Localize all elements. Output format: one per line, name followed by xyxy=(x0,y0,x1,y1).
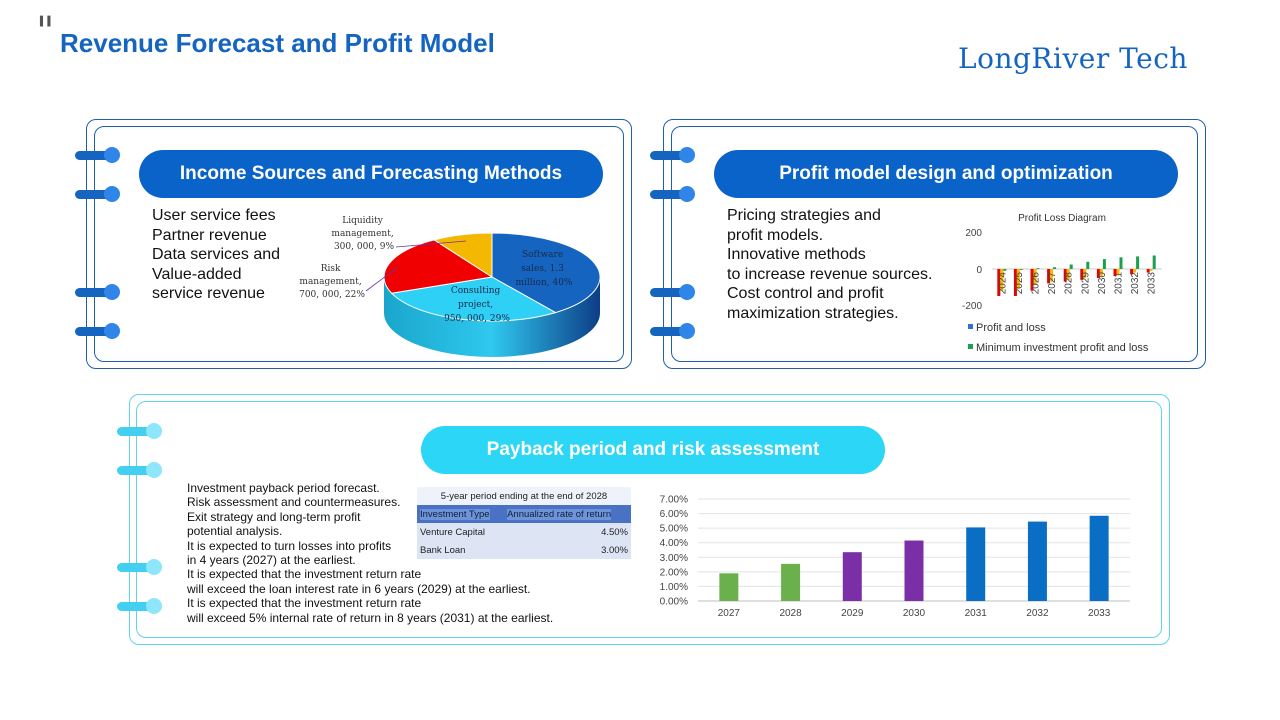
rate-value: 3.00% xyxy=(504,541,631,559)
rate-type: Venture Capital xyxy=(417,523,504,541)
profit-item: Cost control and profit xyxy=(727,285,884,302)
pie-label-software: Software sales, 1.3 million, 40% xyxy=(515,250,573,288)
binder-hole xyxy=(104,284,120,300)
x-tick-label: 2033 xyxy=(1146,272,1158,295)
payback-item: Risk assessment and countermeasures. xyxy=(187,495,401,510)
y-tick-label: 2.00% xyxy=(659,567,688,579)
rate-table-header: Annualized rate of return xyxy=(504,505,631,523)
x-tick-label: 2030 xyxy=(902,608,926,619)
bar xyxy=(1086,262,1089,269)
rate-table-caption: 5-year period ending at the end of 2028 xyxy=(417,487,631,505)
profit-item: profit models. xyxy=(727,226,824,244)
binder-hole xyxy=(146,462,162,478)
x-tick-label: 2025 xyxy=(1013,272,1025,295)
x-tick-labels xyxy=(718,608,1111,619)
return-rate-chart xyxy=(650,488,1140,623)
rate-table xyxy=(417,487,631,559)
binder-hole xyxy=(146,559,162,575)
bar xyxy=(1120,257,1123,269)
payback-item: will exceed 5% internal rate of return in 8 years (2031) at the earliest. xyxy=(187,610,554,625)
bar xyxy=(966,527,985,601)
payback-item: in 4 years (2027) at the earliest. xyxy=(187,553,356,568)
payback-item: It is expected that the investment return rate xyxy=(187,596,422,611)
x-tick-label: 2027 xyxy=(717,608,740,619)
y-tick-label: 6.00% xyxy=(659,509,688,521)
quote-icon: " xyxy=(36,9,55,55)
income-pie-chart xyxy=(290,205,610,365)
income-item: Partner revenue xyxy=(152,226,267,244)
bar xyxy=(1070,265,1073,270)
rate-value: 4.50% xyxy=(504,523,631,541)
y-tick-label: 4.00% xyxy=(659,538,688,550)
legend-label: Profit and loss xyxy=(976,322,1046,334)
y-tick-label: 200 xyxy=(965,228,982,239)
profit-item: Innovative methods xyxy=(727,246,866,263)
bar xyxy=(1103,259,1106,269)
bar xyxy=(1053,267,1056,269)
x-tick-label: 2029 xyxy=(841,608,864,619)
payback-heading: Payback period and risk assessment xyxy=(421,426,885,474)
rate-table-header: Investment Type xyxy=(417,505,504,523)
bar xyxy=(1003,269,1006,271)
company-name: LongRiver Tech xyxy=(958,42,1188,75)
legend-label: Minimum investment profit and loss xyxy=(976,342,1149,354)
income-list xyxy=(152,206,280,304)
bar xyxy=(1028,522,1047,601)
profit-loss-chart xyxy=(950,208,1180,358)
binder-hole xyxy=(146,598,162,614)
x-tick-label: 2024 xyxy=(997,272,1009,295)
page-title: Revenue Forecast and Profit Model xyxy=(60,28,495,58)
profit-item: Pricing strategies and xyxy=(727,207,881,224)
y-tick-label: 1.00% xyxy=(659,581,688,593)
y-tick-label: 3.00% xyxy=(659,552,688,564)
y-tick-label: -200 xyxy=(961,301,982,312)
payback-item: potential analysis. xyxy=(187,524,283,539)
bar xyxy=(1090,516,1109,601)
table-row xyxy=(417,523,631,541)
x-tick-label: 2031 xyxy=(1113,272,1125,295)
y-tick-label: 0 xyxy=(976,265,982,276)
bar xyxy=(1136,256,1139,269)
binder-hole xyxy=(679,147,695,163)
binder-hole xyxy=(104,323,120,339)
binder-hole xyxy=(679,186,695,202)
income-item: User service fees xyxy=(152,207,276,224)
pie-label-liquidity: Liquidity management, 300, 000, 9% xyxy=(331,216,395,252)
binder-hole xyxy=(146,423,162,439)
y-tick-labels xyxy=(660,495,688,608)
profit-list xyxy=(727,206,932,323)
payback-item: It is expected that the investment return rate xyxy=(187,567,422,582)
profit-item: to increase revenue sources. xyxy=(727,265,933,283)
x-tick-label: 2028 xyxy=(779,608,802,619)
x-tick-label: 2031 xyxy=(964,608,987,619)
bar xyxy=(1150,269,1153,271)
bar xyxy=(781,564,800,601)
profit-heading: Profit model design and optimization xyxy=(714,150,1178,198)
pie-label-consulting: Consulting project, 950, 000, 29% xyxy=(444,286,510,324)
x-tick-label: 2027 xyxy=(1047,272,1059,295)
y-tick-label: 0.00% xyxy=(659,596,688,608)
profit-item: maximization strategies. xyxy=(727,304,899,322)
payback-item: Exit strategy and long-term profit xyxy=(187,509,361,524)
x-tick-labels xyxy=(997,272,1157,295)
payback-item: Investment payback period forecast. xyxy=(187,481,380,495)
y-tick-label: 7.00% xyxy=(659,494,688,506)
table-row xyxy=(417,541,631,559)
binder-hole xyxy=(679,284,695,300)
x-tick-label: 2029 xyxy=(1080,272,1092,295)
legend-swatch xyxy=(968,324,973,329)
pie-label-risk: Risk management, 700, 000, 22% xyxy=(299,264,365,300)
income-item: service revenue xyxy=(152,285,265,302)
bar xyxy=(905,541,924,601)
rate-type: Bank Loan xyxy=(417,541,504,559)
x-tick-label: 2028 xyxy=(1063,272,1075,295)
binder-hole xyxy=(104,147,120,163)
bar xyxy=(1037,268,1040,269)
income-item: Data services and xyxy=(152,246,281,263)
binder-hole xyxy=(679,323,695,339)
y-tick-label: 5.00% xyxy=(659,523,688,535)
bar xyxy=(719,573,738,601)
bar xyxy=(1020,269,1023,270)
chart-title: Profit Loss Diagram xyxy=(1018,213,1106,224)
binder-hole xyxy=(104,186,120,202)
payback-item: will exceed the loan interest rate in 6 years (2029) at the earliest. xyxy=(187,581,531,596)
bar xyxy=(1153,256,1156,270)
x-tick-label: 2032 xyxy=(1026,608,1049,619)
bar xyxy=(843,552,862,601)
payback-item: It is expected to turn losses into profits xyxy=(187,538,392,553)
x-tick-label: 2032 xyxy=(1130,272,1142,295)
legend-swatch xyxy=(968,344,973,349)
income-heading: Income Sources and Forecasting Methods xyxy=(139,150,603,198)
income-item: Value-added xyxy=(152,265,242,283)
x-tick-label: 2026 xyxy=(1030,272,1042,295)
x-tick-label: 2033 xyxy=(1088,608,1111,619)
x-tick-label: 2030 xyxy=(1096,272,1108,295)
